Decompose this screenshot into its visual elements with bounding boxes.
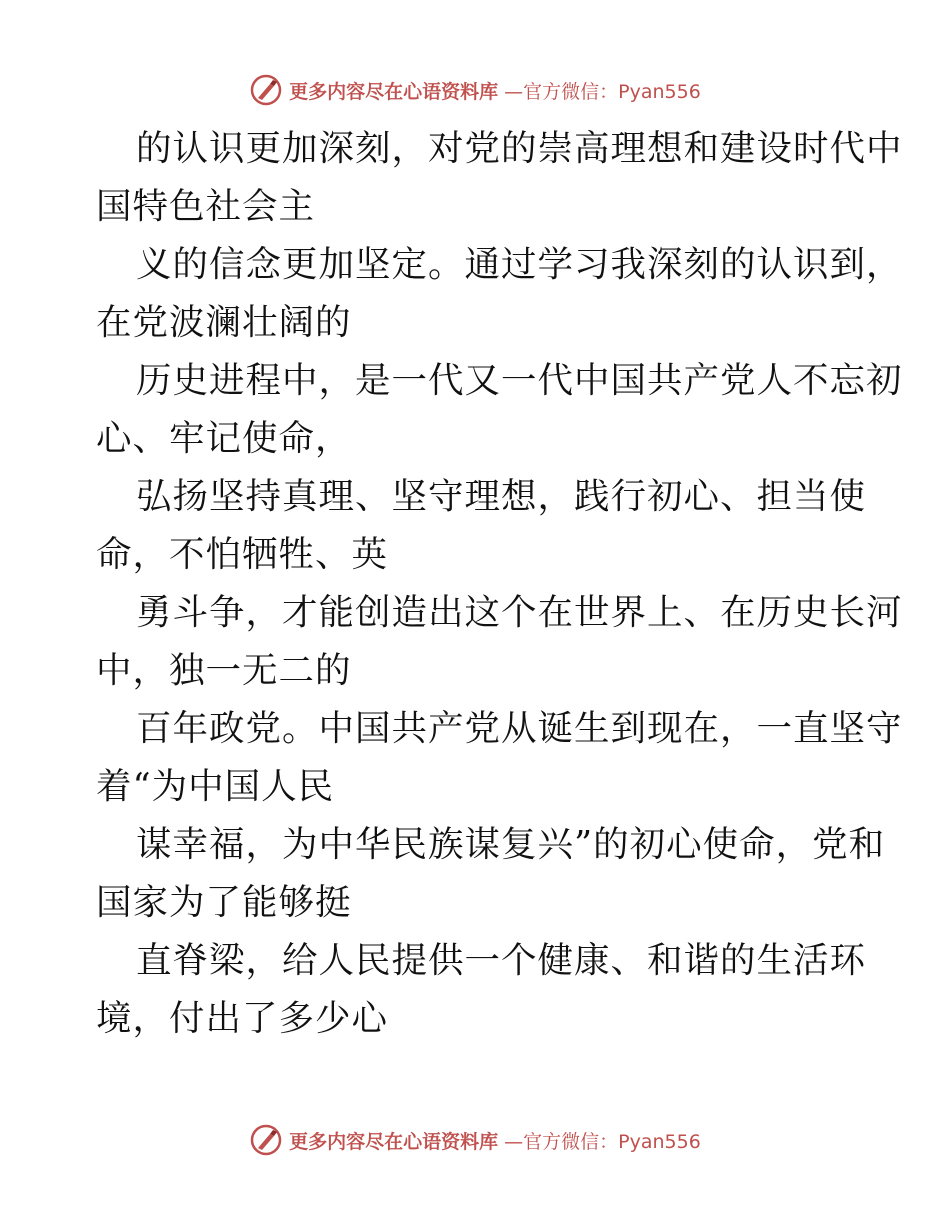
- pen-logo-icon: [249, 73, 283, 107]
- paragraph-first-line: 勇斗争，才能创造出这个在世界上、在历史长河: [136, 592, 903, 633]
- paragraph: [96, 700, 903, 816]
- paragraph-first-line: 的认识更加深刻，对党的崇高理想和建设时代中: [136, 128, 903, 169]
- header-watermark: [0, 70, 950, 110]
- paragraph-first-line: 谋幸福，为中华民族谋复兴”的初心使命，党和: [136, 824, 886, 865]
- paragraph: [96, 932, 866, 1048]
- footer-contact-text: —官方微信：Pyan556: [504, 1130, 701, 1153]
- paragraph-continuation: 着“为中国人民: [96, 766, 335, 807]
- pen-logo-icon: [249, 1123, 283, 1157]
- document-body: [96, 120, 903, 1048]
- paragraph-first-line: 百年政党。中国共产党从诞生到现在，一直坚守: [136, 708, 903, 749]
- paragraph-continuation: 命，不怕牺牲、英: [96, 534, 389, 575]
- paragraph-continuation: 中，独一无二的: [96, 650, 352, 691]
- header-brand-text: 更多内容尽在心语资料库: [289, 80, 499, 103]
- paragraph-continuation: 国特色社会主: [96, 186, 316, 227]
- paragraph: [96, 352, 903, 468]
- paragraph-continuation: 在党波澜壮阔的: [96, 302, 352, 343]
- paragraph-first-line: 直脊梁，给人民提供一个健康、和谐的生活环: [136, 940, 867, 981]
- paragraph-first-line: 义的信念更加坚定。通过学习我深刻的认识到，: [136, 244, 903, 285]
- paragraph: [96, 584, 903, 700]
- paragraph-first-line: 弘扬坚持真理、坚守理想，践行初心、担当使: [136, 476, 867, 517]
- footer-watermark: [0, 1120, 950, 1160]
- paragraph-continuation: 心、牢记使命，: [96, 418, 352, 459]
- paragraph: [96, 468, 866, 584]
- paragraph: [96, 816, 886, 932]
- paragraph: [96, 120, 903, 236]
- paragraph-continuation: 境，付出了多少心: [96, 998, 389, 1039]
- paragraph: [96, 236, 903, 352]
- paragraph-continuation: 国家为了能够挺: [96, 882, 352, 923]
- header-contact-text: —官方微信：Pyan556: [504, 80, 701, 103]
- paragraph-first-line: 历史进程中，是一代又一代中国共产党人不忘初: [136, 360, 903, 401]
- footer-brand-text: 更多内容尽在心语资料库: [289, 1130, 499, 1153]
